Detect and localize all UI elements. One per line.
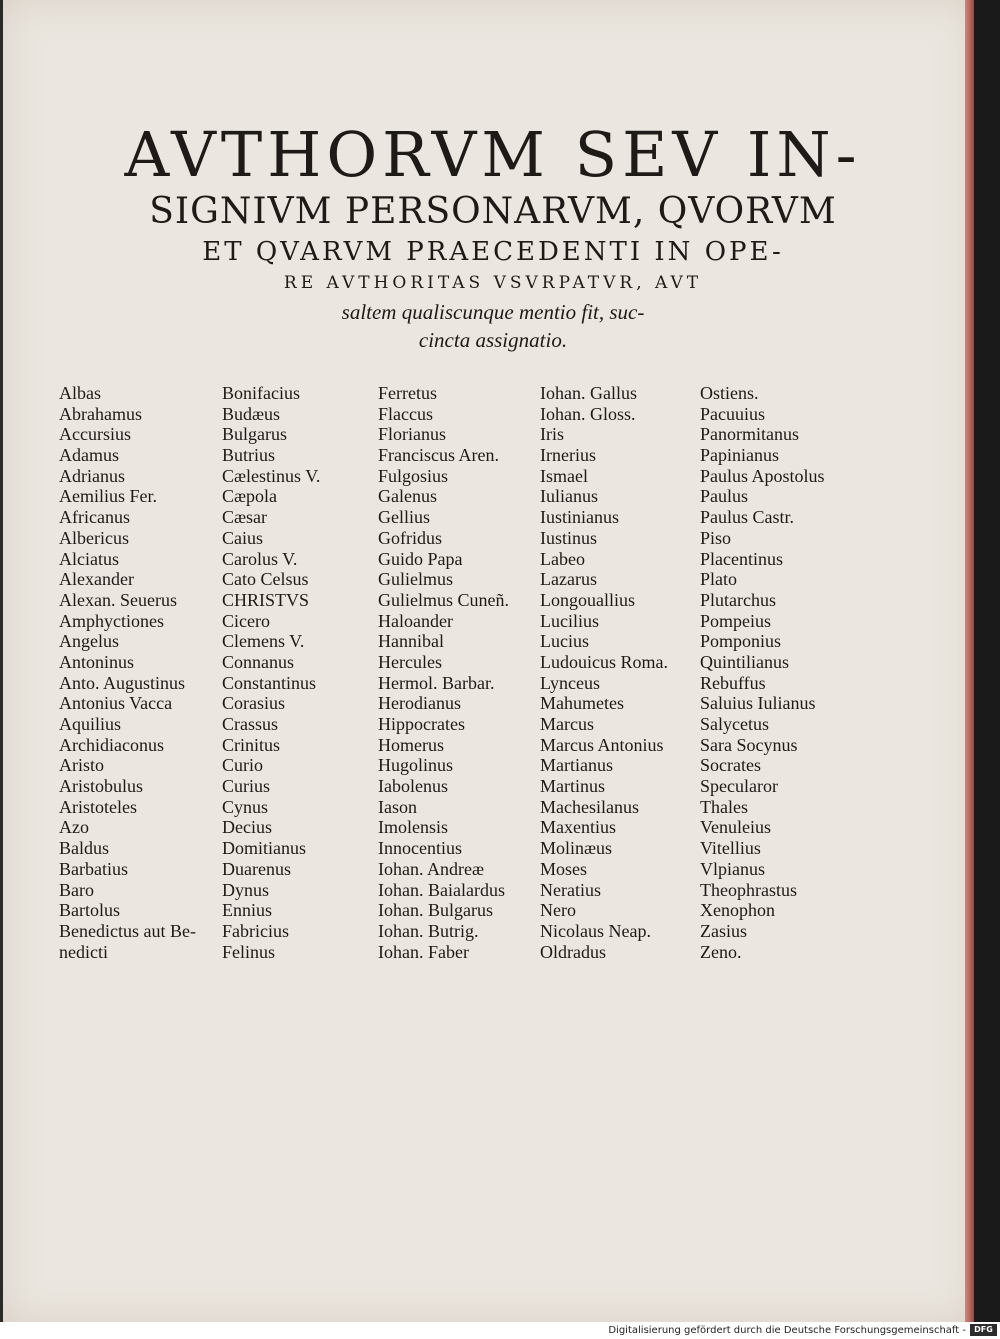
name-entry: Machesilanus	[540, 796, 639, 817]
name-entry: Aemilius Fer.	[59, 486, 157, 507]
name-entry: Galenus	[378, 486, 437, 507]
name-entry: Albas	[59, 383, 101, 403]
name-entry: Adamus	[59, 445, 119, 466]
name-entry: Iris	[540, 424, 564, 445]
name-entry: Hippocrates	[378, 714, 465, 734]
name-entry: Irnerius	[540, 445, 596, 466]
name-entry: Haloander	[378, 610, 453, 631]
name-entry: Hercules	[378, 651, 442, 672]
name-entry: Ismael	[540, 465, 588, 486]
name-entry: Baro	[59, 879, 94, 900]
name-entry: Iohan. Andreæ	[378, 858, 484, 879]
name-entry: Mahumetes	[540, 693, 624, 714]
title-line-4: RE AVTHORITAS VSVRPATVR, AVT	[283, 273, 703, 293]
name-entry: Franciscus Aren.	[378, 445, 499, 466]
name-entry: Innocentius	[378, 838, 462, 859]
name-entry: Benedictus aut Be-	[59, 920, 196, 941]
name-entry: Butrius	[222, 445, 276, 466]
name-entry: Decius	[222, 817, 272, 838]
name-entry: Corasius	[222, 693, 285, 714]
name-entry: Connanus	[222, 651, 294, 672]
name-entry: Plato	[700, 569, 738, 590]
name-entry: Accursius	[59, 424, 131, 445]
name-entry: Aristoteles	[59, 796, 137, 817]
name-entry: Africanus	[59, 507, 130, 528]
name-entry: Sara Socynus	[700, 734, 798, 755]
name-column-1	[59, 383, 196, 962]
name-entry: Curius	[222, 776, 271, 797]
name-column-2	[222, 383, 320, 962]
name-entry: Guido Papa	[378, 548, 463, 569]
name-entry: Crinitus	[222, 734, 281, 755]
name-entry: Baldus	[59, 838, 110, 859]
name-entry: Carolus V.	[222, 548, 298, 569]
name-entry: Paulus Castr.	[700, 507, 795, 528]
name-entry: Zasius	[700, 920, 747, 941]
name-entry: Paulus	[700, 486, 749, 507]
name-entry: Nicolaus Neap.	[540, 920, 651, 941]
name-entry: Iohan. Gloss.	[540, 403, 636, 424]
name-entry: Cato Celsus	[222, 569, 309, 590]
name-entry: Venuleius	[700, 817, 771, 838]
name-entry: Alexander	[59, 569, 134, 590]
name-column-4	[540, 383, 668, 962]
name-entry: Placentinus	[700, 548, 783, 569]
name-entry: Crassus	[222, 714, 279, 734]
name-entry: Marcus	[540, 714, 594, 734]
name-entry: Azo	[59, 817, 89, 838]
book-page	[3, 0, 974, 1322]
name-column-3	[378, 383, 509, 962]
footer-credit: Digitalisierung gefördert durch die Deutsche Forschungsgemeinschaft -	[608, 1325, 966, 1336]
name-entry: Bartolus	[59, 900, 120, 921]
name-entry: Lynceus	[540, 672, 600, 693]
name-entry: Constantinus	[222, 672, 317, 693]
name-entry: Iulianus	[540, 486, 598, 507]
name-entry: Theophrastus	[700, 879, 797, 900]
name-entry: Gofridus	[378, 527, 442, 548]
name-entry: Longouallius	[540, 589, 635, 610]
name-entry: Iohan. Bulgarus	[378, 900, 493, 921]
name-entry: Rebuffus	[700, 672, 766, 693]
name-entry: Iohan. Gallus	[540, 383, 637, 403]
name-entry: Gulielmus	[378, 569, 453, 590]
name-entry: Antonius Vacca	[59, 693, 173, 714]
name-entry: nedicti	[59, 941, 108, 962]
name-entry: Hannibal	[378, 631, 444, 652]
name-entry: Molinæus	[540, 838, 613, 859]
name-entry: Oldradus	[540, 941, 606, 962]
name-entry: Abrahamus	[59, 403, 142, 424]
digitization-footer	[0, 1322, 1000, 1339]
name-entry: Curio	[222, 755, 264, 776]
title-line-1: AVTHORVM SEV IN-	[124, 118, 862, 191]
name-entry: Socrates	[700, 755, 761, 776]
name-entry: Pomponius	[700, 631, 782, 652]
name-entry: Lucius	[540, 631, 589, 652]
name-entry: Domitianus	[222, 838, 306, 859]
name-entry: Hermol. Barbar.	[378, 672, 495, 693]
name-entry: Herodianus	[378, 693, 461, 714]
name-entry: Antoninus	[59, 651, 135, 672]
name-entry: Albericus	[59, 527, 129, 548]
name-entry: Bulgarus	[222, 424, 287, 445]
name-entry: Plutarchus	[700, 589, 776, 610]
name-entry: Imolensis	[378, 817, 448, 838]
name-entry: Iabolenus	[378, 776, 448, 797]
name-entry: Pompeius	[700, 610, 772, 631]
name-entry: Piso	[700, 527, 732, 548]
name-entry: Iason	[378, 796, 417, 817]
name-entry: Ferretus	[378, 383, 437, 403]
name-entry: Cynus	[222, 796, 269, 817]
name-entry: Quintilianus	[700, 651, 789, 672]
name-entry: Barbatius	[59, 858, 128, 879]
title-line-2: SIGNIVM PERSONARVM, QVORVM	[149, 191, 837, 232]
name-entry: Hugolinus	[378, 755, 454, 776]
name-entry: Amphyctiones	[59, 610, 164, 631]
name-entry: Fulgosius	[378, 465, 449, 486]
name-entry: Iohan. Baialardus	[378, 879, 505, 900]
page-red-edge	[965, 0, 974, 1322]
name-column-5	[700, 383, 825, 962]
name-entry: Felinus	[222, 941, 276, 962]
name-entry: Clemens V.	[222, 631, 305, 652]
name-entry: Maxentius	[540, 817, 616, 838]
name-entry: Specularor	[700, 776, 778, 797]
name-entry: Budæus	[222, 403, 281, 424]
name-entry: Xenophon	[700, 900, 775, 921]
name-entry: Bonifacius	[222, 383, 300, 403]
name-entry: Alexan. Seuerus	[59, 589, 177, 610]
name-entry: Vitellius	[700, 838, 761, 859]
name-entry: Caius	[222, 527, 264, 548]
name-entry: Florianus	[378, 424, 447, 445]
name-entry: Cælestinus V.	[222, 465, 321, 486]
name-entry: Lucilius	[540, 610, 599, 631]
name-entry: Alciatus	[59, 548, 119, 569]
name-entry: Fabricius	[222, 920, 289, 941]
name-entry: Thales	[700, 796, 748, 817]
name-entry: Marcus Antonius	[540, 734, 664, 755]
name-entry: Iohan. Butrig.	[378, 920, 479, 941]
name-entry: Labeo	[540, 548, 585, 569]
name-entry: Martinus	[540, 776, 605, 797]
name-entry: CHRISTVS	[222, 589, 310, 610]
name-entry: Aristo	[59, 755, 104, 776]
name-entry: Salycetus	[700, 714, 769, 734]
name-entry: Iohan. Faber	[378, 941, 469, 962]
name-entry: Adrianus	[59, 465, 125, 486]
name-entry: Angelus	[59, 631, 119, 652]
name-entry: Panormitanus	[700, 424, 799, 445]
name-entry: Paulus Apostolus	[700, 465, 825, 486]
name-entry: Gulielmus Cuneñ.	[378, 589, 509, 610]
name-entry: Neratius	[540, 879, 601, 900]
name-entry: Vlpianus	[700, 858, 765, 879]
name-entry: Duarenus	[222, 858, 291, 879]
name-entry: Dynus	[222, 879, 270, 900]
name-entry: Pacuuius	[700, 403, 765, 424]
name-entry: Moses	[540, 858, 588, 879]
name-entry: Cæsar	[222, 507, 267, 528]
name-entry: Martianus	[540, 755, 613, 776]
name-entry: Ostiens.	[700, 383, 759, 403]
name-entry: Flaccus	[378, 403, 433, 424]
name-entry: Iustinus	[540, 527, 598, 548]
title-line-5: saltem qualiscunque mentio fit, suc-	[341, 300, 645, 324]
title-line-3: ET QVARVM PRAECEDENTI IN OPE-	[202, 237, 784, 267]
name-entry: Aristobulus	[59, 776, 144, 797]
name-entry: Ennius	[222, 900, 273, 921]
name-entry: Iustinianus	[540, 507, 619, 528]
name-entry: Lazarus	[540, 569, 597, 590]
name-entry: Aquilius	[59, 714, 122, 734]
name-entry: Homerus	[378, 734, 444, 755]
name-entry: Anto. Augustinus	[59, 672, 186, 693]
name-entry: Cæpola	[222, 486, 278, 507]
name-entry: Gellius	[378, 507, 430, 528]
name-entry: Saluius Iulianus	[700, 693, 816, 714]
name-entry: Papinianus	[700, 445, 779, 466]
name-entry: Nero	[540, 900, 576, 921]
dfg-logo: DFG	[970, 1324, 997, 1336]
title-line-6: cincta assignatio.	[418, 328, 568, 352]
name-entry: Cicero	[222, 610, 270, 631]
name-entry: Zeno.	[700, 941, 742, 962]
name-entry: Ludouicus Roma.	[540, 651, 668, 672]
name-entry: Archidiaconus	[59, 734, 164, 755]
